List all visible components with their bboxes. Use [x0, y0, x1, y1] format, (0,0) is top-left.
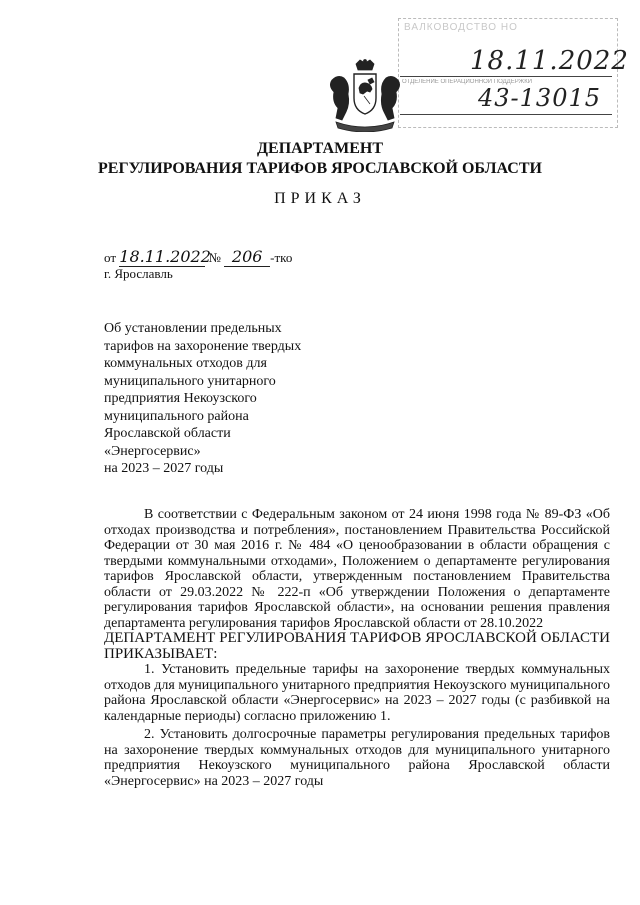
registration-stamp: [398, 18, 629, 130]
preamble-paragraph: В соответствии с Федеральным законом от 24 июня 1998 года № 89-ФЗ «Об отходах производства и потребления», постановлением Правительства Российской Федерации от 30 мая 2016 г. № 484 «О ценообразовании в области обращения с твердыми коммунальными отходами», Положением о департаменте регулирования тарифов Ярославской области, утвержденным постановлением Правительства области от 29.03.2022 № 222-п «Об утверждении Положения о департаменте регулирования тарифов Ярославской области», на основании решения правления департамента регулирования тарифов Ярославской области от 28.10.2022: [104, 507, 610, 631]
stamp-header: ВАЛКОВОДСТВО НО: [404, 22, 518, 33]
subject-line: на 2023 – 2027 годы: [104, 461, 224, 476]
order-date: 18.11.2022: [119, 247, 211, 266]
order-item-1: 1. Установить предельные тарифы на захоронение твердых коммунальных отходов для муниципального унитарного предприятия Некоузского муниципального района Ярославской области «Энергосервис» на 2023 – 2027 годы (с разбивкой на календарные периоды) согласно приложению 1.: [104, 662, 610, 724]
stamp-divider: [400, 114, 612, 115]
order-from-prefix: от: [104, 250, 117, 265]
order-date-line: [104, 247, 292, 267]
subject-line: «Энергосервис»: [104, 443, 201, 459]
stamp-divider: [400, 76, 612, 77]
subject-line: Ярославской области: [104, 426, 231, 441]
order-item-2: 2. Установить долгосрочные параметры регулирования предельных тарифов на захоронение твердых коммунальных отходов для муниципального унитарного предприятия Некоузского муниципального района Ярославской области «Энергосервис» на 2023 – 2027 годы: [104, 727, 610, 789]
stamp-number: 43-13015: [478, 84, 601, 112]
order-subject: [104, 320, 334, 478]
department-title-line-2: РЕГУЛИРОВАНИЯ ТАРИФОВ ЯРОСЛАВСКОЙ ОБЛАСТИ: [98, 160, 542, 177]
stamp-footer: ОТДЕЛЕНИЕ ОПЕРАЦИОННОЙ ПОДДЕРЖКИ: [402, 79, 533, 85]
order-body: [104, 507, 610, 789]
orders-heading: ДЕПАРТАМЕНТ РЕГУЛИРОВАНИЯ ТАРИФОВ ЯРОСЛАВСКОЙ ОБЛАСТИ ПРИКАЗЫВАЕТ:: [104, 630, 610, 662]
coat-of-arms-icon: [326, 58, 404, 132]
order-city: г. Ярославль: [104, 266, 173, 281]
order-suffix: -тко: [270, 250, 293, 265]
order-number: 206: [224, 247, 270, 267]
document-type: ПРИКАЗ: [274, 190, 366, 207]
subject-line: тарифов на захоронение твердых: [104, 338, 302, 354]
subject-line: предприятия Некоузского: [104, 391, 257, 406]
subject-line: коммунальных отходов для: [104, 356, 267, 371]
subject-line: муниципального унитарного: [104, 373, 276, 389]
stamp-date: 18.11.2022: [470, 46, 629, 76]
subject-line: муниципального района: [104, 408, 249, 424]
department-title-line-1: ДЕПАРТАМЕНТ: [257, 140, 383, 157]
order-number-sign: №: [208, 250, 221, 265]
subject-line: Об установлении предельных: [104, 321, 282, 336]
